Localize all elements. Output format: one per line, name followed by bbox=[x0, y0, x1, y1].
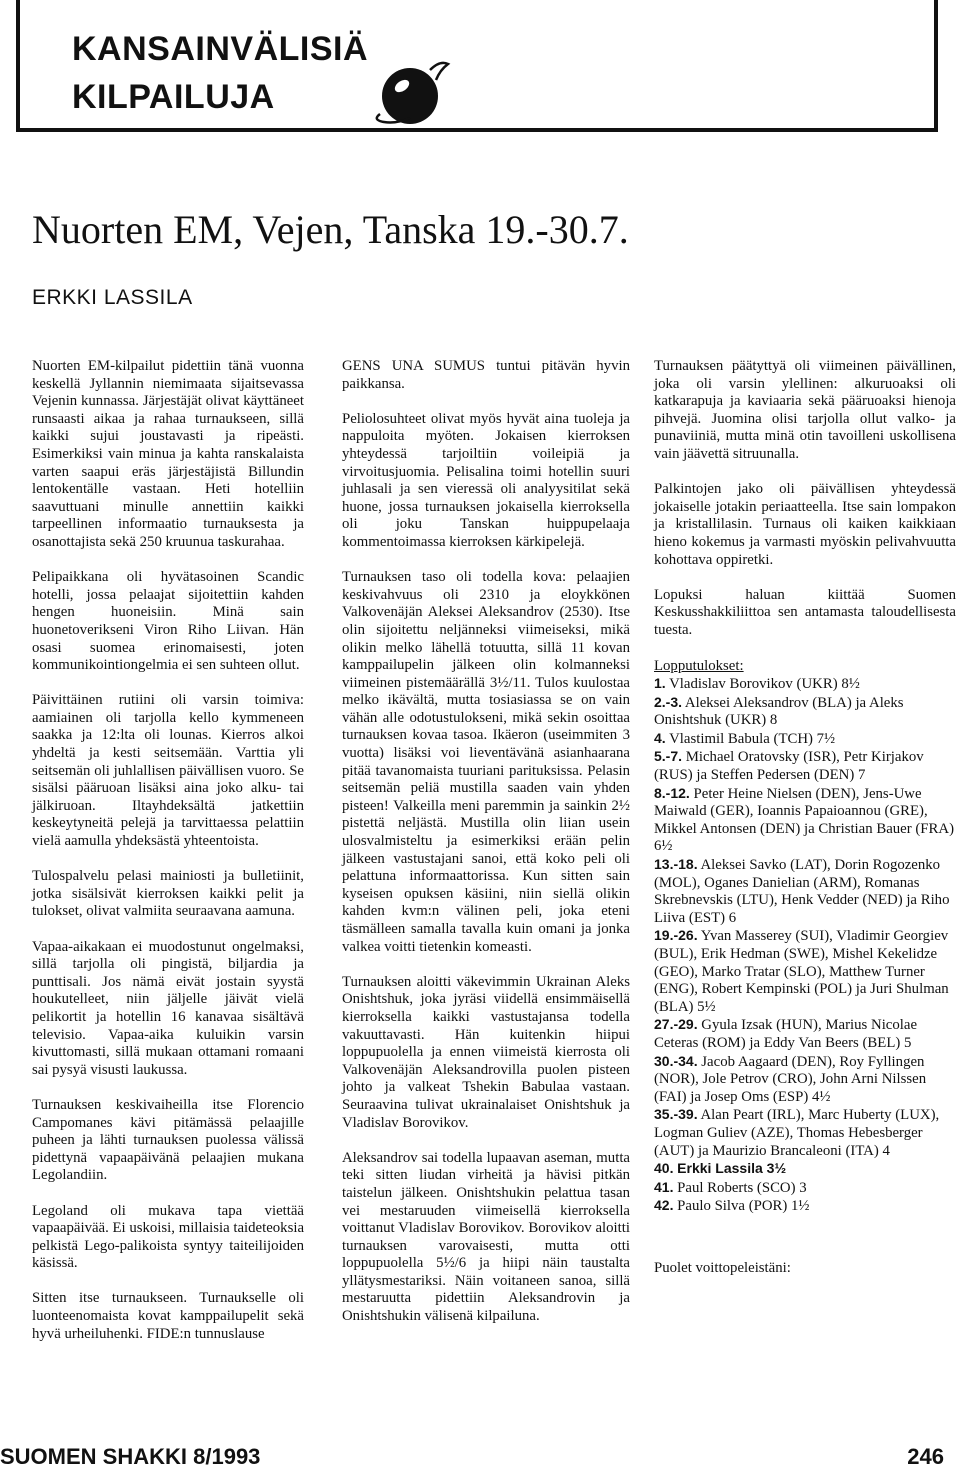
result-rank: 41. bbox=[654, 1178, 674, 1195]
result-item bbox=[654, 1016, 956, 1052]
closing-line: Puolet voittopeleistäni: bbox=[654, 1259, 791, 1276]
paragraph: Tulospalvelu pelasi mainiosti ja bulletiinit, jotka sisälsivät kierroksen kaikki pelit ja tulokset, olivat valmiita seuraavana aamuna. bbox=[32, 868, 304, 920]
result-item bbox=[654, 785, 956, 856]
result-text: Alan Peart (IRL), Marc Huberty (LUX), Logman Guliev (AZE), Thomas Hebesberger (AUT) ja Maurizio Brancaleoni (ITA) 4 bbox=[654, 1107, 940, 1159]
paragraph: Päivittäinen rutiini oli varsin toimiva: aamiainen oli tarjolla kello kymmeneen saakka ja 12:lta oli lounas. Kierros alkoi yhdeltä ja kesti seitsemään. Varttia yli seitsemän oli juhlallisen päivällisen vuoro. Se sisälsi pääruoan lisäksi aina joko alku- tai jälkiruoan. Iltayhdeksältä jatkettiin keskeytyneitä pelejä ja tarvittaessa pelattiin vielä aamulla yhdeksästä yhteentoista. bbox=[32, 692, 304, 850]
result-rank: 4. bbox=[654, 729, 666, 746]
column-1 bbox=[32, 358, 304, 1361]
result-item bbox=[654, 856, 956, 927]
result-rank: 35.-39. bbox=[654, 1106, 698, 1123]
paragraph: Turnauksen keskivaiheilla itse Florencio Campomanes kävi pitämässä pelaajille puheen ja lähti turnauksen puolessa välissä pidettynä vapaapäivänä pelaajien mukana Legolandiin. bbox=[32, 1096, 304, 1184]
paragraph: Turnauksen aloitti väkevimmin Ukrainan Aleks Onishtshuk, joka jyräsi viidellä ensimmäisellä kierroksella kaikki vastustajansa todella vakuuttavasti. Hän kuitenkin hiipui loppupuolella ja ennen viimeistä kierrosta oli Valkovenäjän Aleksandrovilla puolen pisteen johto ja valkeat Tshekin Babulaa vastaan. Seuraavina tulivat ukrainalaiset Onishtshuk ja Vladislav Borovikov. bbox=[342, 973, 630, 1131]
result-text: Aleksei Aleksandrov (BLA) ja Aleks Onishtshuk (UKR) 8 bbox=[654, 694, 904, 729]
section-header bbox=[16, 0, 938, 132]
paragraph: Peliolosuhteet olivat myös hyvät aina tuoleja ja nappuloita myöten. Jokaisen kierroksen yhteydessä tarjoiltiin voileipiä ja virvoitusjuomia. Pelisalina toimi hotellin suuri juhlasali ja sen vieressä oli analyysitilat sekä huone, jossa turnauksen jokaisella kierroksella oli joku Tanskan huippupelaaja kommentoimassa kierroksen kärkipelejä. bbox=[342, 410, 630, 550]
result-rank: 2.-3. bbox=[654, 693, 683, 710]
result-rank: 42. bbox=[654, 1197, 674, 1214]
column-2 bbox=[342, 358, 630, 1343]
result-item bbox=[654, 927, 956, 1016]
result-item bbox=[654, 694, 956, 730]
result-text: Michael Oratovsky (ISR), Petr Kirjakov (RUS) ja Steffen Pedersen (DEN) 7 bbox=[654, 749, 924, 784]
result-text: Erkki Lassila 3½ bbox=[677, 1160, 787, 1177]
result-rank: 40. bbox=[654, 1160, 674, 1177]
paragraph: Turnauksen taso oli todella kova: pelaajien keskivahvuus oli 2310 ja eloykkönen Valkovenäjän Aleksei Aleksandrov (2530). Itse olin sijoitettu neljänneksi viimeiseksi, mikä olikin melko lähellä totuutta, sillä 11 kovan kamppailupelin jälkeen olin kolmanneksi viimeinen pistemäärällä 3½/11. Tulos kuulostaa melko ikävältä, mutta tosiasiassa se on vain vähän alle odotustulokseni, mikä sekin osoittaa turnauksen kovaa tasoa. Ikäeron (useimmiten 3 vuotta) lisäksi voi lieventävänä asianhaarana pitää tavanomaista tuuriani parituksissa. Pelasin seitsemän peliä mustilla saaden vain yhden pisteen! Valkeilla meni paremmin ja sainkin 2½ pistettä neljästä. Mustilla olin liian usein ulosvalmisteltu ja esimerkiksi erään pelin jälkeen vastustajani sanoi, että koko peli oli pelattuna informaattorissa. Kun sitten sain kyseisen opuksen käsiini, niin siellä olikin kahden kvm:n välinen peli, joka eteni täsmälleen samalla tavalla kuin omani ja jonka valkea voitti tietenkin komeasti. bbox=[342, 569, 630, 955]
paragraph: Palkintojen jako oli päivällisen yhteydessä jokaiselle jotakin periaatteella. Itse sain lompakon ja kristallilasin. Turnaus oli kaiken kaikkiaan hieno kokemus ja varmasti myöskin pelivahvuutta kohottava oppiretki. bbox=[654, 481, 956, 568]
result-text: Paulo Silva (POR) 1½ bbox=[677, 1198, 810, 1215]
paragraph: Lopuksi haluan kiittää Suomen Keskusshakkiliittoa sen antamasta taloudellisesta tuesta. bbox=[654, 586, 956, 638]
result-rank: 8.-12. bbox=[654, 784, 690, 801]
paragraph: Vapaa-aikakaan ei muodostunut ongelmaksi, sillä tarjolla oli pingistä, biljardia ja punttisali. Jos nämä eivät jostain syystä houkutelleet, niin jäljelle jäivät vielä pelikortit ja hotellin 16 kanavaa sisältävä televisio. Vapaa-aika kuluikin varsin kivuttomasti, sillä mukaan ottamani romaani sai pysyä visusti laukussa. bbox=[32, 938, 304, 1078]
result-rank: 19.-26. bbox=[654, 927, 698, 944]
result-item bbox=[654, 1053, 956, 1107]
magazine-issue: SUOMEN SHAKKI 8/1993 bbox=[0, 1444, 261, 1469]
paragraph: Pelipaikkana oli hyvätasoinen Scandic hotelli, jossa pelaajat sijoitettiin kahden hengen huoneisiin. Minä sain huonetoverikseni Viron Riho Liivan. Hän osasi suomea erinomaisesti, joten kommunikointiongelmia ei sen suhteen ollut. bbox=[32, 569, 304, 674]
globe-logo-icon bbox=[370, 56, 452, 128]
paragraph: Aleksandrov sai todella lupaavan aseman, mutta teki sitten liudan virheitä ja hävisi pitkän taistelun jälkeen. Onishtshukin pelattua tasan vei mestaruuden viimeisellä kierroksella voittanut Vladislav Borovikov. Borovikov aloitti turnauksen varovaisesti, mutta otti loppupuolella 5½/6 ja hiipi näin taustalta yllätysmestariksi. Näin voitaneen sanoa, sillä mestaruutta pidettiin Aleksandrovin ja Onishtshukin välisenä kilpailuna. bbox=[342, 1149, 630, 1325]
results-list bbox=[654, 675, 956, 1216]
result-item bbox=[654, 748, 956, 784]
result-rank: 30.-34. bbox=[654, 1052, 698, 1069]
paragraph: Nuorten EM-kilpailut pidettiin tänä vuonna keskellä Jyllannin niemimaata sijaitsevassa Vejenin kunnassa. Järjestäjät olivat käyttäneet runsaasti aikaa ja rahaa turnaukseen, sillä kaikki sujui joustavasti ja ripeästi. Esimerkiksi vain minua ja kahta ranskalaista varten saapui eräs järjestäjistä Billundin lentokentälle vastaan. Heti hotelliin saavuttuani minulle annettiin kaikki tarpeellinen informaatio turnauksesta ja osanottajista sekä 250 kruunua taskurahaa. bbox=[32, 358, 304, 550]
result-text: Gyula Izsak (HUN), Marius Nicolae Ceteras (ROM) ja Eddy Van Beers (BEL) 5 bbox=[654, 1017, 918, 1051]
result-text: Vlastimil Babula (TCH) 7½ bbox=[669, 730, 836, 747]
result-item bbox=[654, 1160, 956, 1179]
result-item bbox=[654, 1179, 956, 1198]
page-number: 246 bbox=[907, 1444, 944, 1469]
section-title-line1: KANSAINVÄLISIÄ bbox=[72, 30, 369, 68]
result-text: Aleksei Savko (LAT), Dorin Rogozenko (MOL), Oganes Danielian (ARM), Romanas Skrebnevskis (LTU), Henk Vedder (NED) ja Riho Liiva (EST) 6 bbox=[654, 857, 950, 926]
result-text: Peter Heine Nielsen (DEN), Jens-Uwe Maiwald (GER), Ioannis Papaioannou (GRE), Mikkel Antonsen (DEN) ja Christian Bauer (FRA) 6½ bbox=[654, 785, 955, 855]
result-item bbox=[654, 1197, 956, 1216]
result-item bbox=[654, 730, 956, 749]
result-text: Paul Roberts (SCO) 3 bbox=[677, 1179, 807, 1196]
paragraph: Turnauksen päätyttyä oli viimeinen päivällinen, joka oli varsin ylellinen: alkuruoaksi oli katkarapuja ja kaviaaria sekä pääruoaksi hienoja pihvejä. Juomina olisi tarjolla ollut valko- ja punaviiniä, mutta minä otin tavoilleni uskollisena vain jäävettä sitruunalla. bbox=[654, 358, 956, 462]
result-text: Yvan Masserey (SUI), Vladimir Georgiev (BUL), Erik Hedman (SWE), Mishel Kekelidze (GEO), Marko Tratar (SLO), Matthew Turner (ENG), Robert Kempinski (POL) ja Juri Shulman (BLA) 5½ bbox=[654, 928, 949, 1015]
result-rank: 27.-29. bbox=[654, 1016, 698, 1033]
result-item bbox=[654, 675, 956, 694]
result-rank: 5.-7. bbox=[654, 748, 683, 765]
result-rank: 13.-18. bbox=[654, 856, 698, 873]
paragraph: Sitten itse turnaukseen. Turnaukselle oli luonteenomaista kovat kamppailupelit sekä hyvä urheiluhenki. FIDE:n tunnuslause bbox=[32, 1290, 304, 1342]
results-heading: Lopputulokset: bbox=[654, 657, 744, 674]
paragraph: GENS UNA SUMUS tuntui pitävän hyvin paikkansa. bbox=[342, 358, 630, 392]
section-title-line2: KILPAILUJA bbox=[72, 78, 275, 116]
article-author: ERKKI LASSILA bbox=[32, 286, 193, 309]
result-item bbox=[654, 1106, 956, 1160]
article-title: Nuorten EM, Vejen, Tanska 19.-30.7. bbox=[32, 207, 629, 252]
result-text: Jacob Aagaard (DEN), Roy Fyllingen (NOR), Jole Petrov (CRO), John Arni Nilssen (FAI) ja Josep Oms (ESP) 4½ bbox=[654, 1053, 927, 1105]
result-rank: 1. bbox=[654, 675, 666, 692]
result-text: Vladislav Borovikov (UKR) 8½ bbox=[669, 676, 860, 693]
column-3 bbox=[654, 358, 956, 1295]
paragraph: Legoland oli mukava tapa viettää vapaapäivää. Ei uskoisi, millaisia taideteoksia pelkistä Lego-palikoista syntyy taiteilijoiden käsissä. bbox=[32, 1202, 305, 1272]
